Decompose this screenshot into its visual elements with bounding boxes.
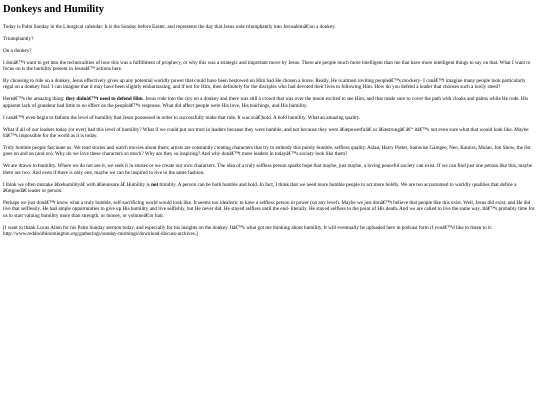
page-title: Donkeys and Humility — [3, 4, 104, 15]
emphasis-didnt-need-to-defend: they didnâ€™t need to defend Him — [65, 96, 143, 103]
paragraph-humble-characters: Truly humble people fascinate us. We read stories and watch movies about them; artists are constantly creating characters that try to embody this purely humble, selfless quality. Aslan, Harry Potter, Samwise Gamgee, Neo, Katniss, Mulan, Jon Snow, the list goes on and on (and on). Why do we love these characters so much? Why are they so inspiring? And why donâ€™t more leaders in todayâ€™s society look like them? — [3, 144, 531, 158]
paragraph-amazing-thing-rest: . Jesus rode into the city on a donkey and there was still a crowd that was over the moon excited to see Him, and that made sure to cover the path with cloaks and palms while He rode. His apparent lack of grandeur had little to no effect on the peopleâ€™s response. What did affect people were His love, His teachings, and His humility. — [3, 96, 529, 109]
paragraph-bold-humility: I canâ€™t even begin to fathom the level of humility that Jesus possessed in order to successfully make that ride. It was soâ€¦bold. A bold humility. What an amazing quality. — [3, 114, 361, 121]
paragraph-choosing-donkey: By choosing to ride on a donkey, Jesus effectively gives up any potential worldly power that could have been bestowed on Him had He chosen a horse. Really, He is almost inviting peopleâ€™s mockery- I canâ€™t imagine many people look particularly regal on a donkey foal. I can imagine that it may have been slightly embarrassing, and if not for Him, then definitely for the disciples who had devoted their lives to following Him. How do you defend a leader that chooses such a lowly steed? — [3, 78, 526, 91]
paragraph-drawn-to-humility: We are drawn to humility. Where we do not see it, we seek it in stories or we create our own characters. The idea of a truly selfless person sparks hope that maybe, just maybe, a loving peaceful society can exist. If we can find just one person like this, maybe there are two. And even if there is only one, maybe we can be inspired to live in the same fashion. — [3, 163, 533, 176]
paragraph-acknowledgement: [I want to thank Lucas Allen for his Palm Sunday sermon today, and especially for his insights on the donkey. Itâ€™s what got me thinking about humility. It will eventually be uploaded here in podcast form if youâ€™d like to listen to it: http://www.reddoorbloomington.org/gatherings/sunday-mornings/download-discuss-archives.] — [3, 224, 493, 237]
paragraph-humility-rest: timidity. A person can be both humble and bold. In fact, I think that we need more humble people to act more boldly. We are too accustomed to worldly qualities that define a â€œgoodâ€ leader or person. — [3, 181, 517, 194]
emphasis-not: not — [151, 181, 159, 188]
paragraph-triumphantly: Triumphantly? — [3, 35, 34, 42]
paragraph-humility-lead: I think we often mistake â€œhumilityâ€ with â€œunsure.â€ Humility is — [3, 181, 152, 188]
paragraph-amazing-thing — [3, 96, 536, 109]
paragraph-amazing-thing-lead: Hereâ€™s the amazing thing: — [3, 96, 66, 103]
paragraph-intro: Today is Palm Sunday in the Liturgical calendar. It is the Sunday before Easter, and represents the day that Jesus rode triumphantly into Jerusalemâ€¦on a donkey. — [3, 24, 336, 30]
paragraph-leaders-today: What if all of our leaders today (or ever) had this level of humility? What if we could put our trust in leaders because they were humble, and not because they were â€œpowerfulâ€ or â€œstrongâ€ â€“ itâ€™s not even sure what that would look like. Maybe itâ€™s impossible for the world as it is today. — [3, 126, 529, 139]
paragraph-on-a-donkey: On a donkey? — [3, 47, 32, 54]
paragraph-selfless-world: Perhaps we just donâ€™t know what a truly humble, self-sacrificing world would look like. It seems too idealistic to have a selfless person in power (on any level). Maybe we just donâ€™t believe that people like this exist. Well, Jesus did exist, and He did live that selflessly. He had ample opportunities to give up His humility and live selfishly, but He never did. He stayed selfless until the end- literally. He stayed selfless to the point of His death. And we are called to live the same way. Itâ€™s probably time for us to start valuing humility more than strength, or money, or volumeâ€¦or hair. — [3, 199, 535, 219]
paragraph-technicalities: I donâ€™t want to get into the technicalities of how this was a fulfillment of prophecy, or why this was a strategic and important move by Jesus. There are people much more intelligent than me that have more intelligent things to say on that. What I want to focus on is the humility present in Jesusâ€™ actions here. — [3, 59, 531, 73]
paragraph-humility-not-timidity — [3, 182, 536, 195]
